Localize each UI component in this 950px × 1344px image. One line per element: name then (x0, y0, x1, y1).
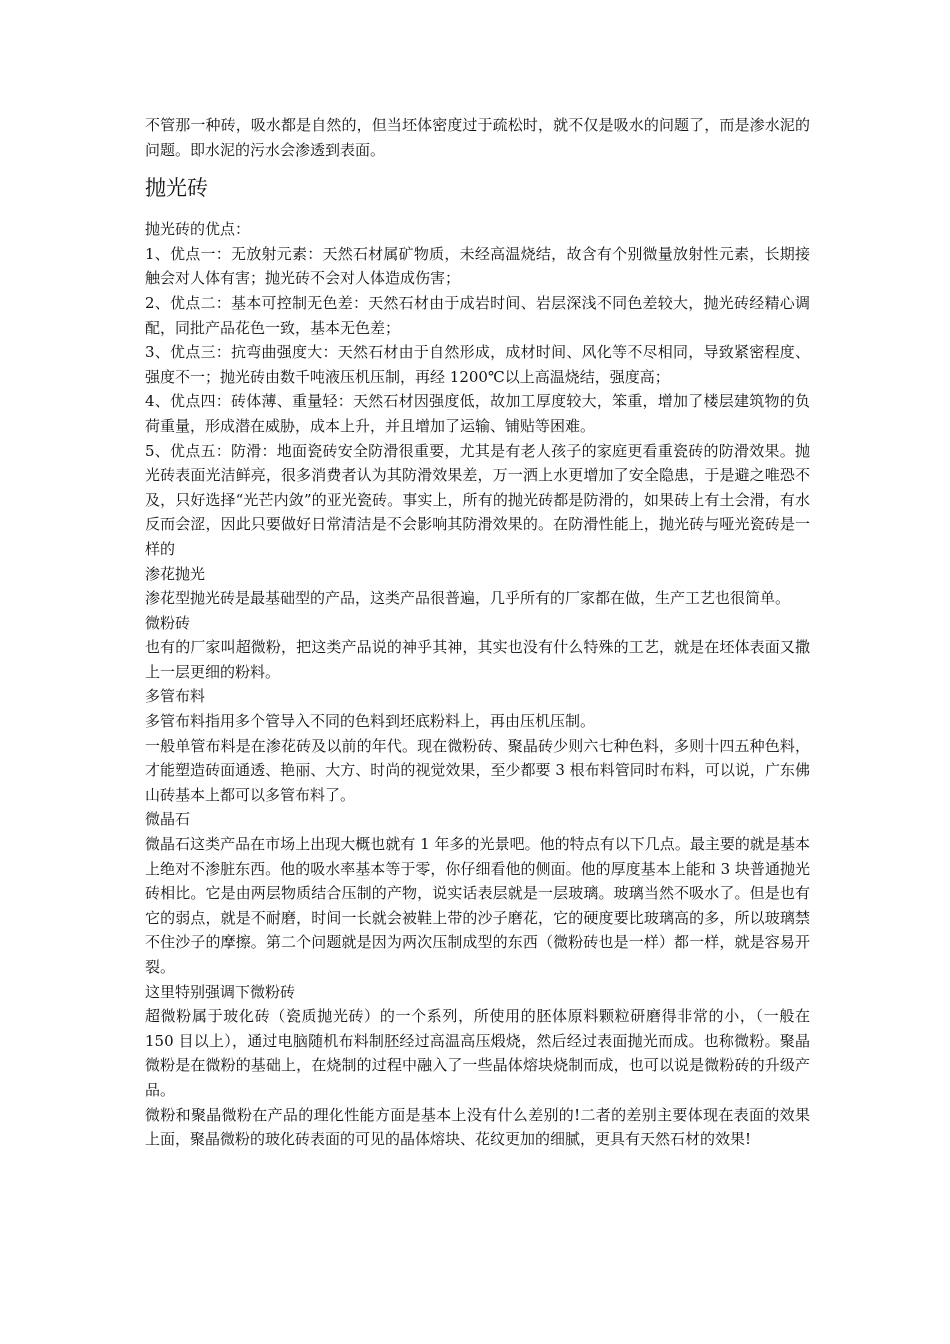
subheading: 渗花抛光 (145, 564, 206, 583)
paragraph: 超微粉属于玻化砖（瓷质抛光砖）的一个系列，所使用的胚体原料颗粒研磨得非常的小，（一般在 150 目以上），通过电脑随机布料制胚经过高温高压煅烧，然后经过表面抛光而成。也称微粉。聚晶微粉是在微粉的基础上，在烧制的过程中融入了一些晶体熔块烧制而成，也可以说是微粉砖的升级产品。 (145, 1007, 810, 1099)
section-heading: 抛光砖 (145, 176, 208, 201)
paragraph: 4、优点四：砖体薄、重量轻：天然石材因强度低，故加工厚度较大，笨重，增加了楼层建筑物的负荷重量，形成潜在威胁，成本上升，并且增加了运输、铺贴等困难。 (145, 392, 810, 435)
paragraph: 5、优点五：防滑：地面瓷砖安全防滑很重要，尤其是有老人孩子的家庭更看重瓷砖的防滑效果。抛光砖表面光洁鲜亮，很多消费者认为其防滑效果差，万一洒上水更增加了安全隐患，于是避之唯恐不及，只好选择“光芒内敛”的亚光瓷砖。事实上，所有的抛光砖都是防滑的，如果砖上有土会滑，有水反而会涩，因此只要做好日常清洁是不会影响其防滑效果的。在防滑性能上，抛光砖与哑光瓷砖是一样的 (145, 441, 810, 558)
paragraph: 2、优点二：基本可控制无色差：天然石材由于成岩时间、岩层深浅不同色差较大，抛光砖经精心调配，同批产品花色一致，基本无色差； (145, 293, 810, 337)
paragraph: 微晶石这类产品在市场上出现大概也就有 1 年多的光景吧。他的特点有以下几点。最主要的就是基本上绝对不渗脏东西。他的吸水率基本等于零，你仔细看他的侧面。他的厚度基本上能和 3 块普通抛光砖相比。它是由两层物质结合压制的产物，说实话表层就是一层玻璃。玻璃当然不吸水了。但是也有它的弱点，就是不耐磨，时间一长就会被鞋上带的沙子磨花，它的硬度要比玻璃高的多，所以玻璃禁不住沙子的摩擦。第二个问题就是因为两次压制成型的东西（微粉砖也是一样）都一样，就是容易开裂。 (145, 835, 810, 976)
paragraph: 1、优点一：无放射元素：天然石材属矿物质，未经高温烧结，故含有个别微量放射性元素，长期接触会对人体有害；抛光砖不会对人体造成伤害； (145, 244, 810, 288)
paragraph: 抛光砖的优点： (145, 220, 251, 239)
paragraph: 一般单管布料是在渗花砖及以前的年代。现在微粉砖、聚晶砖少则六七种色料，多则十四五种色料，才能塑造砖面通透、艳丽、大方、时尚的视觉效果，至少都要 3 根布料管同时布料，可以说，广东佛山砖基本上都可以多管布料了。 (145, 736, 810, 804)
paragraph: 也有的厂家叫超微粉，把这类产品说的神乎其神，其实也没有什么特殊的工艺，就是在坯体表面又撒上一层更细的粉料。 (145, 638, 810, 681)
subheading: 微晶石 (145, 810, 191, 829)
subheading: 微粉砖 (145, 613, 191, 632)
intro-paragraph: 不管那一种砖，吸水都是自然的，但当坯体密度过于疏松时，就不仅是吸水的问题了，而是渗水泥的问题。即水泥的污水会渗透到表面。 (145, 116, 810, 159)
paragraph: 多管布料指用多个管导入不同的色料到坯底粉料上，再由压机压制。 (145, 712, 596, 731)
document-page (145, 113, 810, 1152)
subheading: 这里特别强调下微粉砖 (145, 982, 296, 1001)
paragraph: 3、优点三：抗弯曲强度大：天然石材由于自然形成，成材时间、风化等不尽相同，导致紧密程度、强度不一；抛光砖由数千吨液压机压制，再经 1200℃以上高温烧结，强度高； (145, 343, 810, 386)
paragraph: 微粉和聚晶微粉在产品的理化性能方面是基本上没有什么差别的!二者的差别主要体现在表面的效果上面，聚晶微粉的玻化砖表面的可见的晶体熔块、花纹更加的细腻，更具有天然石材的效果! (145, 1105, 810, 1149)
paragraph: 渗花型抛光砖是最基础型的产品，这类产品很普遍，几乎所有的厂家都在做，生产工艺也很简单。 (145, 589, 791, 608)
subheading: 多管布料 (145, 687, 206, 706)
